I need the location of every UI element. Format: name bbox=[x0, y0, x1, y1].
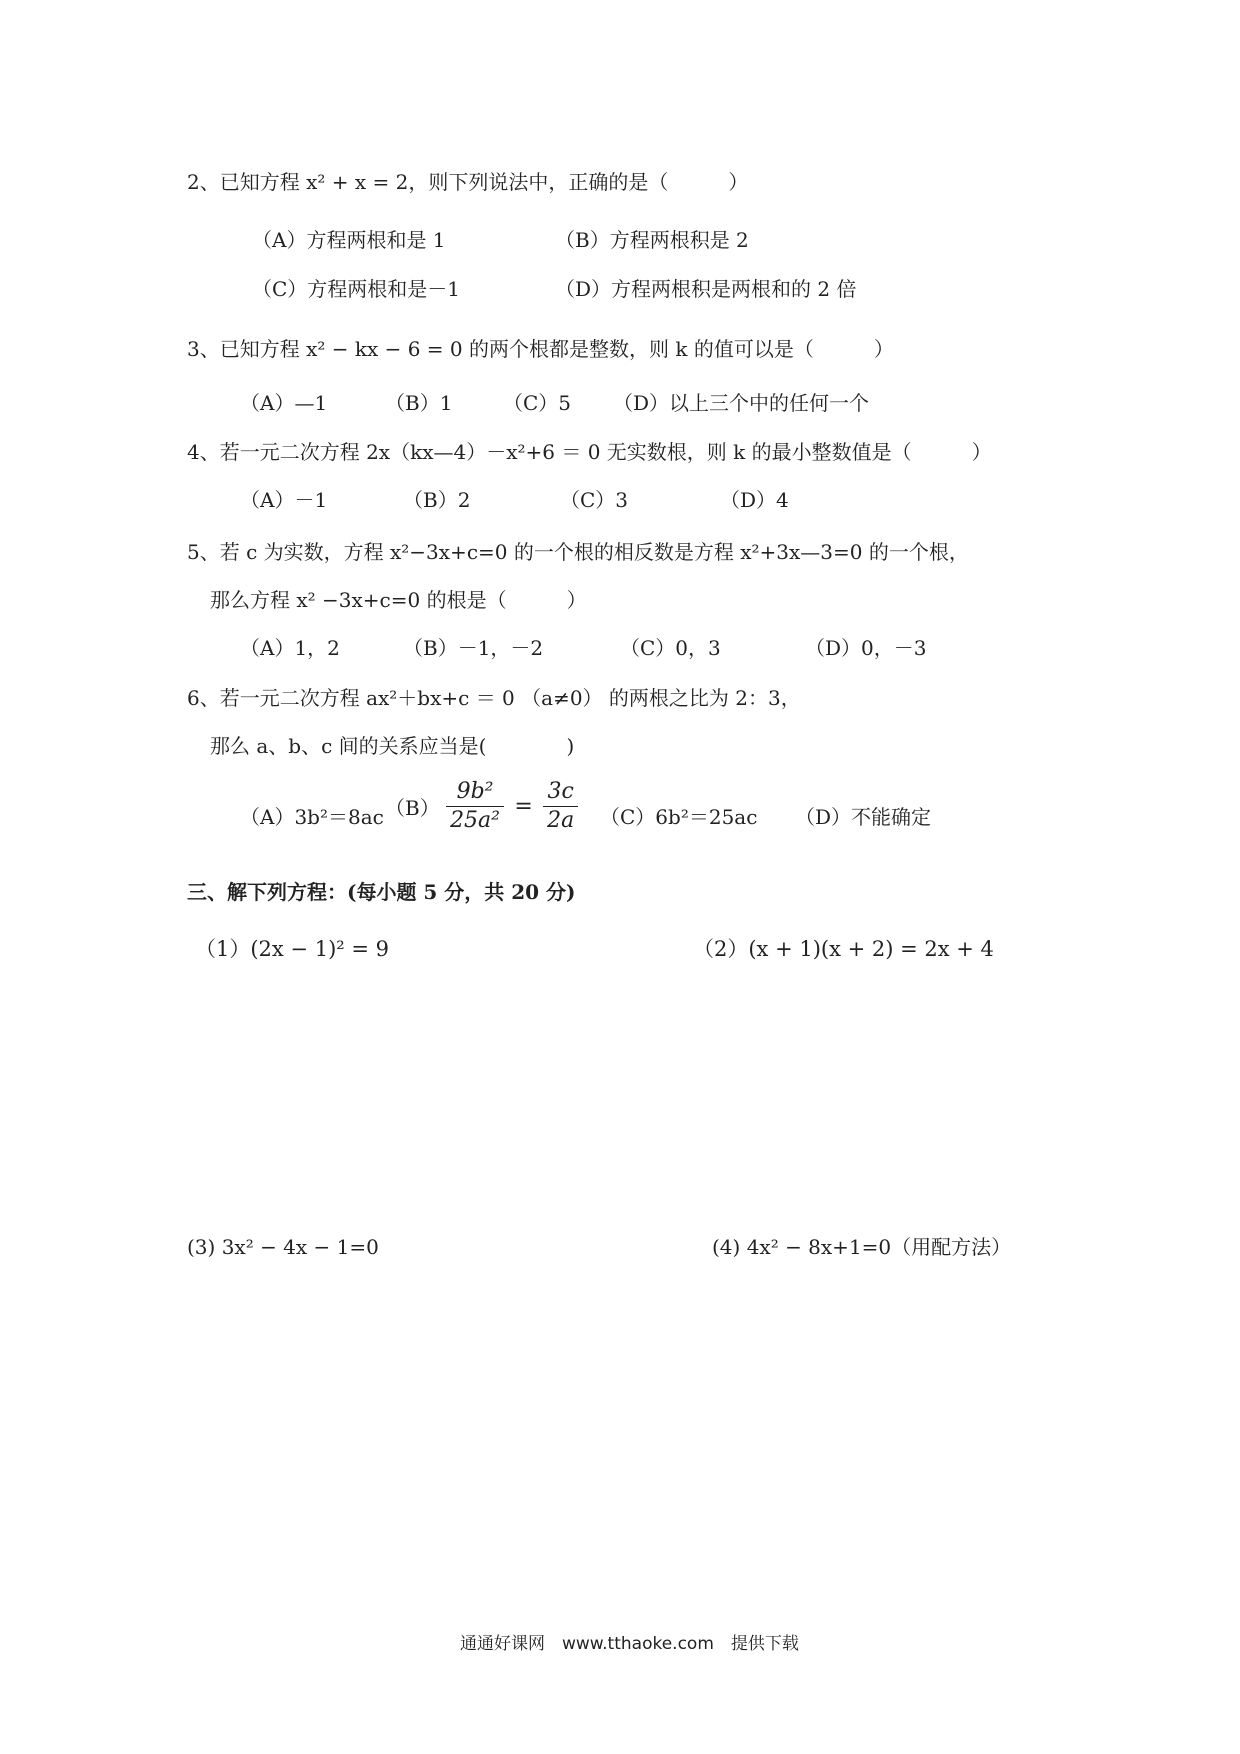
fraction-numerator: 3c bbox=[543, 778, 578, 807]
question-5-option-b: （B）－1，－2 bbox=[403, 636, 544, 660]
fraction-denominator: 25a² bbox=[450, 808, 500, 833]
question-6-option-d: （D）不能确定 bbox=[795, 805, 932, 829]
question-5-option-c: （C）0，3 bbox=[620, 636, 721, 660]
question-5-option-d: （D）0，－3 bbox=[805, 636, 927, 660]
question-6-option-b-equals: = bbox=[514, 794, 533, 819]
question-6-option-c: （C）6b²＝25ac bbox=[600, 805, 758, 829]
question-6-option-a: （A）3b²＝8ac bbox=[240, 805, 384, 829]
question-3-option-b: （B）1 bbox=[385, 391, 453, 415]
question-3-option-d: （D）以上三个中的任何一个 bbox=[613, 391, 870, 415]
question-4-stem: 4、若一元二次方程 2x（kx—4）－x²+6 ＝ 0 无实数根，则 k 的最小整数值是（ ） bbox=[187, 440, 992, 464]
section-3-problem-1: （1）(2x − 1)² = 9 bbox=[195, 937, 389, 961]
question-6-option-b-lhs-fraction bbox=[446, 778, 504, 835]
question-4-option-d: （D）4 bbox=[720, 488, 789, 512]
question-4-option-b: （B）2 bbox=[403, 488, 471, 512]
question-6-option-b-rhs-fraction bbox=[543, 778, 578, 835]
question-3-option-c: （C）5 bbox=[503, 391, 572, 415]
question-2-option-c: （C）方程两根和是－1 bbox=[252, 277, 461, 301]
question-6-stem-line-1: 6、若一元二次方程 ax²＋bx+c ＝ 0 （a≠0） 的两根之比为 2：3， bbox=[187, 686, 801, 710]
question-3-stem: 3、已知方程 x² − kx − 6 = 0 的两个根都是整数，则 k 的值可以是（ ） bbox=[187, 337, 894, 361]
fraction-denominator: 2a bbox=[547, 808, 575, 833]
question-2-option-a: （A）方程两根和是 1 bbox=[252, 228, 446, 252]
section-3-problem-4: (4) 4x² − 8x+1=0（用配方法） bbox=[712, 1235, 1012, 1259]
section-3-problem-2: （2）(x + 1)(x + 2) = 2x + 4 bbox=[693, 937, 994, 961]
question-2-stem: 2、已知方程 x² + x = 2，则下列说法中，正确的是（ ） bbox=[187, 170, 749, 194]
question-2-option-b: （B）方程两根积是 2 bbox=[555, 228, 749, 252]
page-footer: 通通好课网 www.tthaoke.com 提供下载 bbox=[460, 1634, 799, 1654]
question-6-option-b bbox=[385, 778, 578, 835]
question-4-option-a: （A）－1 bbox=[240, 488, 328, 512]
question-6-option-b-label: （B） bbox=[385, 796, 440, 820]
section-3-problem-3: (3) 3x² − 4x − 1=0 bbox=[187, 1235, 379, 1259]
question-6-stem-line-2: 那么 a、b、c 间的关系应当是( ) bbox=[210, 734, 575, 758]
question-2-option-d: （D）方程两根积是两根和的 2 倍 bbox=[555, 277, 857, 301]
question-3-option-a: （A）—1 bbox=[240, 391, 328, 415]
section-3-heading: 三、解下列方程：(每小题 5 分，共 20 分) bbox=[187, 880, 576, 904]
question-5-option-a: （A）1，2 bbox=[240, 636, 340, 660]
question-5-stem-line-2: 那么方程 x² −3x+c=0 的根是（ ） bbox=[210, 588, 587, 612]
question-5-stem-line-1: 5、若 c 为实数，方程 x²−3x+c=0 的一个根的相反数是方程 x²+3x—3=0 的一个根， bbox=[187, 540, 969, 564]
fraction-numerator: 9b² bbox=[446, 778, 504, 807]
question-4-option-c: （C）3 bbox=[560, 488, 629, 512]
